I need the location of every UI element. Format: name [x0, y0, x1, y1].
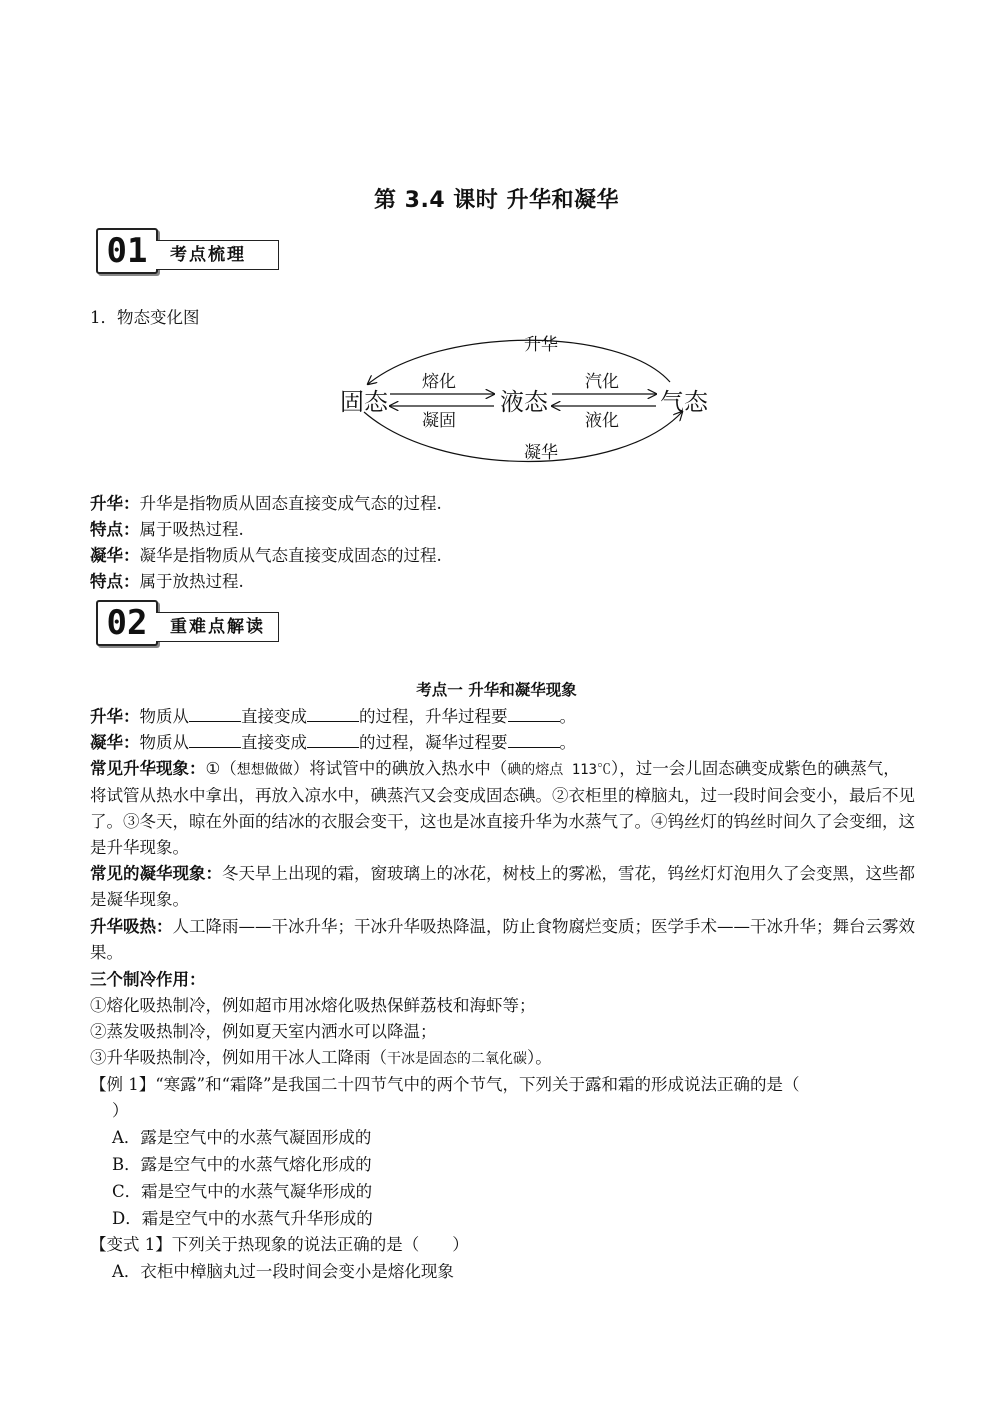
- sublimation-absorbs-heat: 升华吸热：人工降雨——干冰升华；干冰升华吸热降温，防止食物腐烂变质；医学手术——干冰升华；舞台云雾效果。: [90, 917, 915, 962]
- cooling-item-3: ③升华吸热制冷，例如用干冰人工降雨（干冰是固态的二氧化碳）。: [90, 1048, 552, 1067]
- example1-option-a[interactable]: A．露是空气中的水蒸气凝固形成的: [112, 1128, 372, 1147]
- state-solid: 固态: [340, 388, 388, 416]
- desublimation-phenomena: 常见的凝华现象：冬天早上出现的霜，窗玻璃上的冰花，树枝上的雾凇，雪花，钨丝灯灯泡用久了会变黑，这些都是凝华现象。: [90, 864, 915, 909]
- item-heading: 1．物态变化图: [90, 308, 200, 327]
- section-number: 02: [96, 600, 158, 646]
- example1-option-b[interactable]: B．露是空气中的水蒸气熔化形成的: [112, 1155, 372, 1174]
- desublimation-arc: [364, 412, 682, 462]
- definition-feature-2: 特点：属于放热过程.: [90, 572, 244, 591]
- page-title: 第 3.4 课时 升华和凝华: [374, 188, 619, 213]
- sublimation-phenomena: 常见升华现象：①（想想做做）将试管中的碘放入热水中（碘的熔点 113℃），过一会儿固态碘变成紫色的碘蒸气，将试管从热水中拿出，再放入凉水中，碘蒸汽又会变成固态碘。②衣柜里的樟脑丸，过一段时间会变小，最后不见了。③冬天，晾在外面的结冰的衣服会变干，这也是冰直接升华为水蒸气了。④钨丝灯的钨丝时间久了会变细，这是升华现象。: [90, 759, 915, 857]
- section-badge-02: [96, 600, 284, 644]
- variant1-stem: 【变式 1】下列关于热现象的说法正确的是（ ）: [90, 1235, 469, 1254]
- answer-blank: [189, 707, 241, 722]
- example1-option-c[interactable]: C．霜是空气中的水蒸气凝华形成的: [112, 1182, 373, 1201]
- example1-stem-end: ）: [112, 1101, 129, 1120]
- example1-option-d[interactable]: D．霜是空气中的水蒸气升华形成的: [112, 1209, 373, 1228]
- sublimation-arc: [368, 340, 670, 384]
- label-sublimation: 升华: [524, 335, 558, 355]
- cooling-title: 三个制冷作用：: [90, 970, 206, 989]
- label-solidifying: 凝固: [422, 411, 456, 431]
- definition-feature-1: 特点：属于吸热过程.: [90, 520, 244, 539]
- label-liquefying: 液化: [585, 411, 619, 431]
- definition-sublimation: 升华：升华是指物质从固态直接变成气态的过程.: [90, 494, 442, 513]
- kaodian-heading: 考点一 升华和凝华现象: [416, 680, 577, 699]
- fill-sublimation: 升华：物质从 直接变成 的过程，升华过程要 。: [90, 707, 576, 726]
- answer-blank: [307, 707, 359, 722]
- label-melting: 熔化: [422, 372, 456, 392]
- section-badge-01: [96, 228, 284, 272]
- definition-desublimation: 凝华：凝华是指物质从气态直接变成固态的过程.: [90, 546, 442, 565]
- answer-blank: [508, 707, 560, 722]
- label-desublimation: 凝华: [524, 443, 558, 463]
- answer-blank: [189, 733, 241, 748]
- state-liquid: 液态: [500, 388, 548, 416]
- section-label: 考点梳理: [156, 240, 279, 270]
- fill-desublimation: 凝华：物质从 直接变成 的过程，凝华过程要 。: [90, 733, 576, 752]
- answer-blank: [307, 733, 359, 748]
- cooling-item-2: ②蒸发吸热制冷，例如夏天室内洒水可以降温；: [90, 1022, 437, 1041]
- label-vaporizing: 汽化: [585, 372, 619, 392]
- state-change-diagram: [330, 330, 730, 470]
- state-gas: 气态: [660, 388, 708, 416]
- section-label: 重难点解读: [156, 612, 279, 642]
- example1-stem: 【例 1】“寒露”和“霜降”是我国二十四节气中的两个节气，下列关于露和霜的形成说法正确的是（: [90, 1075, 800, 1094]
- answer-blank: [508, 733, 560, 748]
- cooling-item-1: ①熔化吸热制冷，例如超市用冰熔化吸热保鲜荔枝和海虾等；: [90, 996, 536, 1015]
- section-number: 01: [96, 228, 158, 274]
- variant1-option-a[interactable]: A．衣柜中樟脑丸过一段时间会变小是熔化现象: [112, 1262, 454, 1281]
